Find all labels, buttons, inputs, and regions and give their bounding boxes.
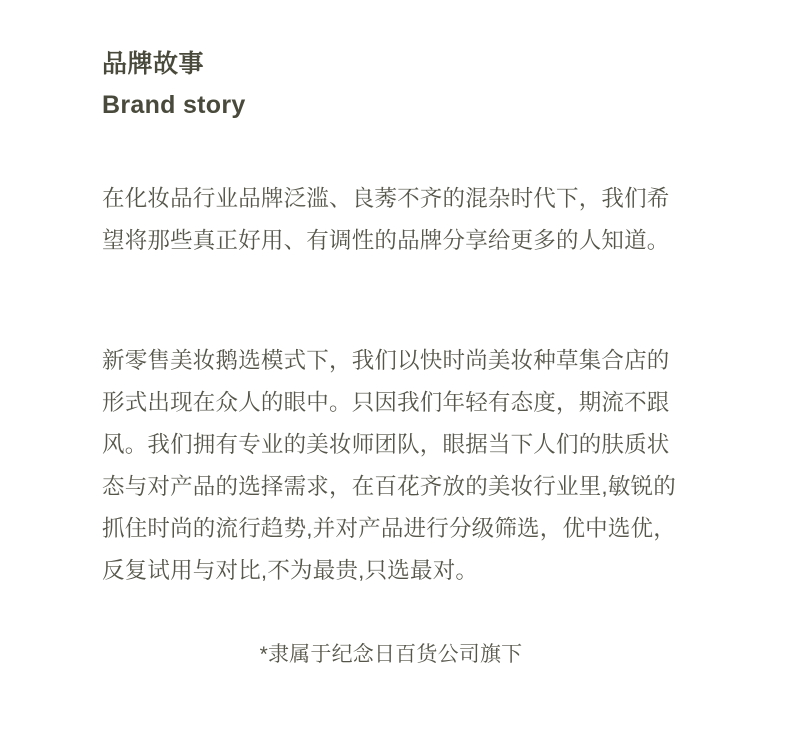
brand-story-footnote: *隶属于纪念日百货公司旗下	[259, 643, 523, 666]
brand-story-paragraph-2: 新零售美妆鹅选模式下，我们以快时尚美妆种草集合店的形式出现在众人的眼中。只因我们年轻有态度，期流不跟风。我们拥有专业的美妆师团队，眼据当下人们的肤质状态与对产品的选择需求，在百花齐放的美妆行业里,敏锐的抓住时尚的流行趋势,并对产品进行分级筛选，优中选优，反复试用与对比,不为最贵,只选最对。	[102, 348, 676, 583]
page-title	[102, 44, 690, 126]
brand-story-paragraph-1: 在化妆品行业品牌泛滥、良莠不齐的混杂时代下，我们希望将那些真正好用、有调性的品牌分享给更多的人知道。	[102, 186, 670, 253]
page-title-chinese: 品牌故事	[102, 50, 205, 78]
page-title-english: Brand story	[102, 91, 246, 119]
